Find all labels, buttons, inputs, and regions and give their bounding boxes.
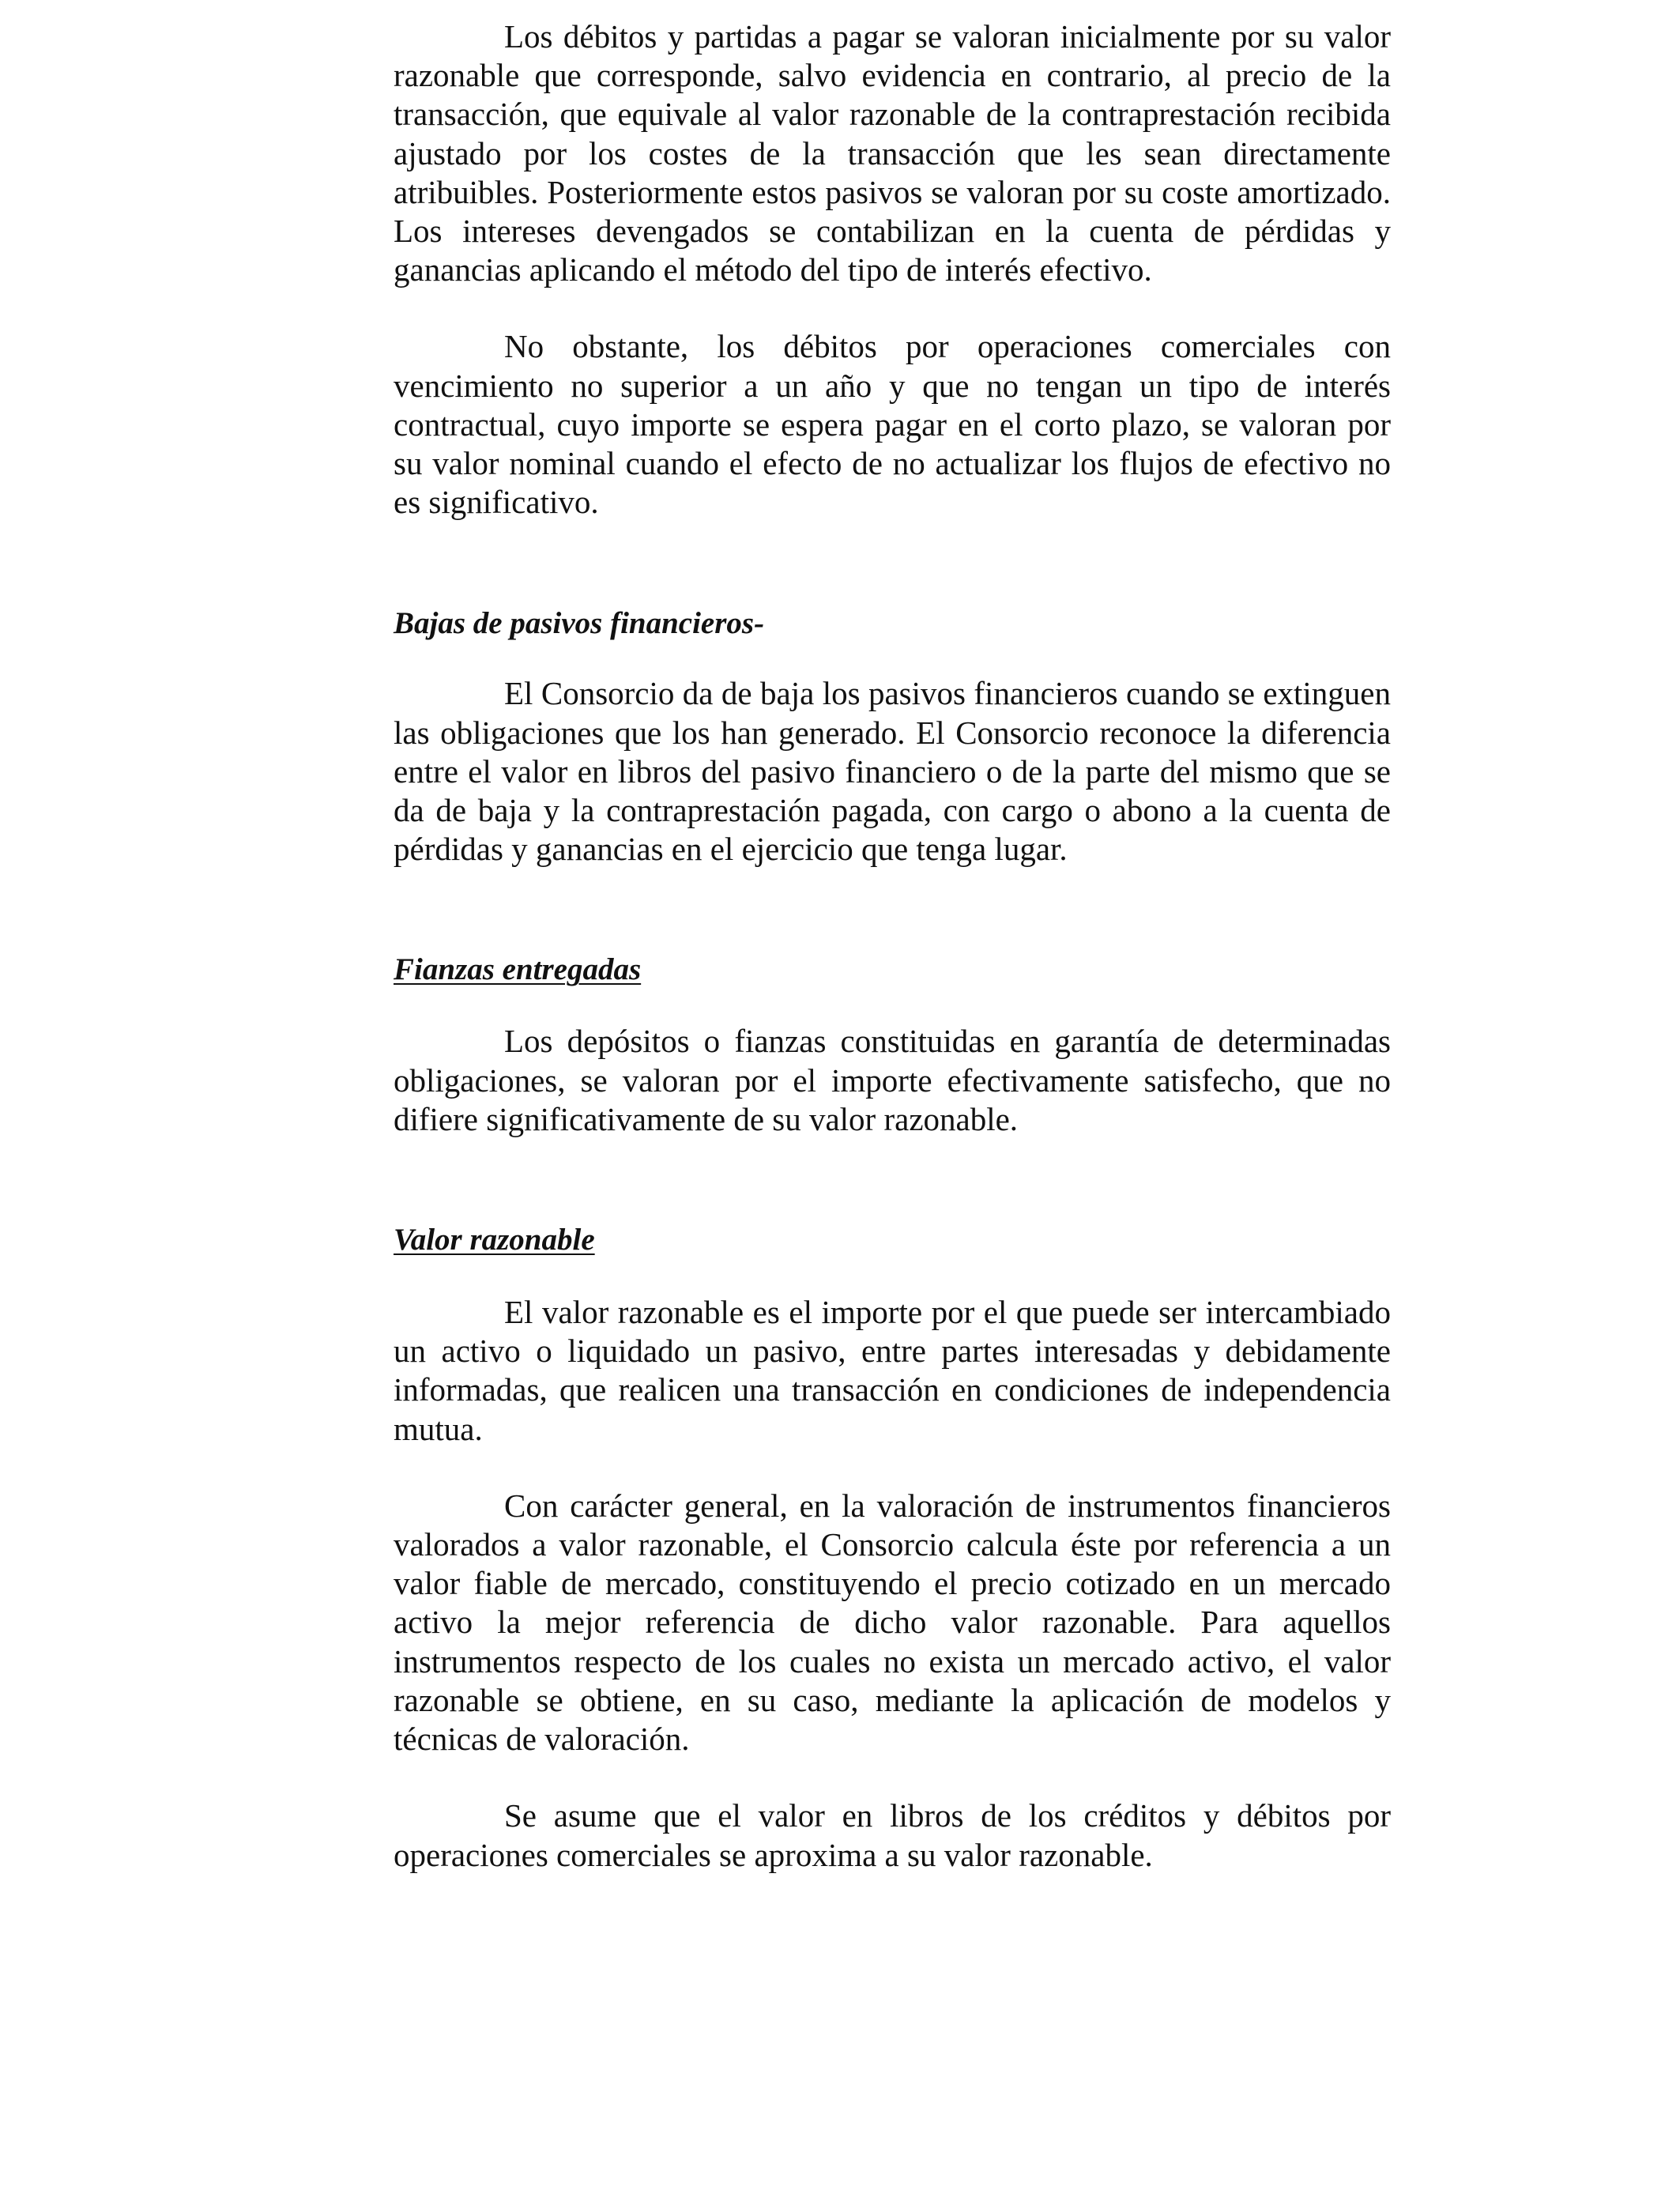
paragraph-valor-razonable-definicion: El valor razonable es el importe por el que puede ser intercambiado un activo o liquidado un pasivo, entre partes interesadas y debidamente informadas, que realicen una transacción en condiciones de independencia mutua. [394, 1294, 1391, 1447]
paragraph-fianzas: Los depósitos o fianzas constituidas en garantía de determinadas obligaciones, se valoran por el importe efectivamente satisfecho, que no difiere significativamente de su valor razonable. [394, 1023, 1391, 1137]
paragraph-valor-razonable-creditos: Se asume que el valor en libros de los créditos y débitos por operaciones comerciales se aproxima a su valor razonable. [394, 1797, 1391, 1873]
heading-valor-razonable: Valor razonable [394, 1223, 595, 1257]
heading-fianzas-entregadas: Fianzas entregadas [394, 952, 642, 987]
paragraph-debitos-comerciales: No obstante, los débitos por operaciones comerciales con vencimiento no superior a un año y que no tengan un tipo de interés contractual, cuyo importe se espera pagar en el corto plazo, se valoran por su valor nominal cuando el efecto de no actualizar los flujos de efectivo no es significativo. [394, 328, 1391, 521]
paragraph-debitos-valoracion: Los débitos y partidas a pagar se valoran inicialmente por su valor razonable que corresponde, salvo evidencia en contrario, al precio de la transacción, que equivale al valor razonable de la contraprestación recibida ajustado por los costes de la transacción que les sean directamente atribuibles. Posteriormente estos pasivos se valoran por su coste amortizado. Los intereses devengados se contabilizan en la cuenta de pérdidas y ganancias aplicando el método del tipo de interés efectivo. [394, 18, 1391, 288]
paragraph-valor-razonable-calculo: Con carácter general, en la valoración de instrumentos financieros valorados a valor razonable, el Consorcio calcula éste por referencia a un valor fiable de mercado, constituyendo el precio cotizado en un mercado activo la mejor referencia de dicho valor razonable. Para aquellos instrumentos respecto de los cuales no exista un mercado activo, el valor razonable se obtiene, en su caso, mediante la aplicación de modelos y técnicas de valoración. [394, 1487, 1391, 1758]
document-body [394, 17, 1391, 1875]
paragraph-bajas-pasivos: El Consorcio da de baja los pasivos financieros cuando se extinguen las obligaciones que los han generado. El Consorcio reconoce la diferencia entre el valor en libros del pasivo financiero o de la parte del mismo que se da de baja y la contraprestación pagada, con cargo o abono a la cuenta de pérdidas y ganancias en el ejercicio que tenga lugar. [394, 675, 1391, 868]
heading-bajas-pasivos: Bajas de pasivos financieros- [394, 606, 765, 641]
